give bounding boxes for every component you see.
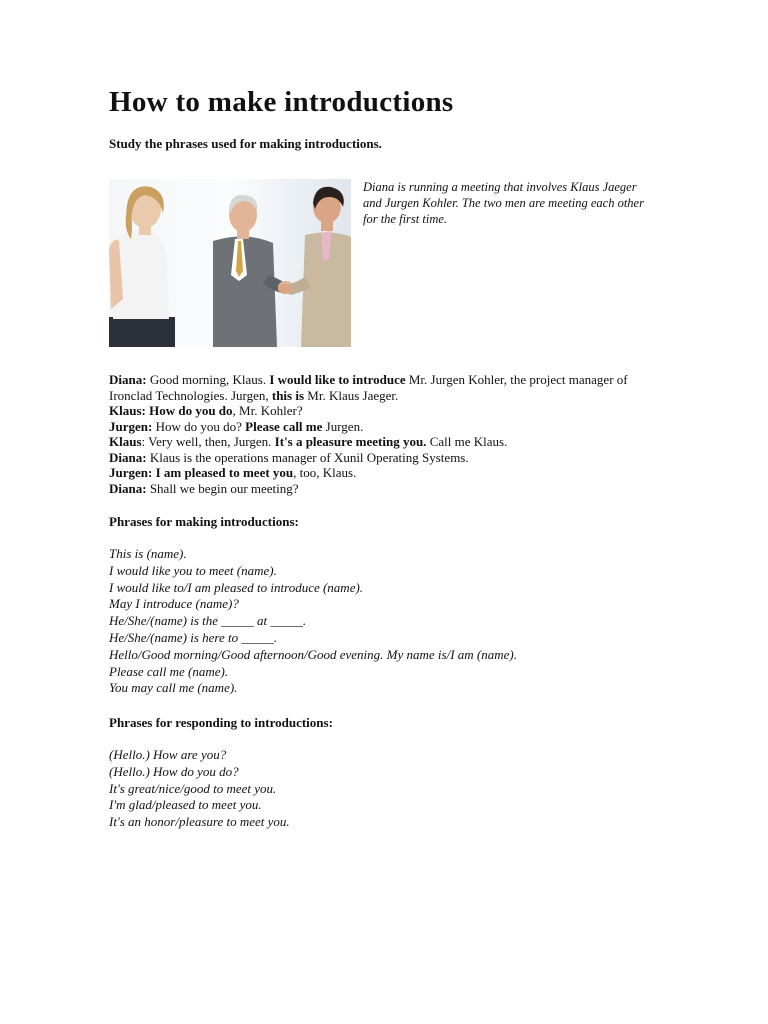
dialogue-text: Shall we begin our meeting? [146, 480, 299, 496]
phrase-item: It's great/nice/good to meet you. [109, 780, 277, 796]
phrase-item: I'm glad/pleased to meet you. [109, 797, 262, 813]
key-phrase: It's a pleasure meeting you. [274, 434, 427, 449]
responding-phrases-list [109, 747, 290, 831]
responding-introductions-heading: Phrases for responding to introductions: [109, 715, 333, 730]
dialogue-line [109, 481, 649, 497]
phrase-item: I would like you to meet (name). [109, 562, 277, 578]
phrase-item: (Hello.) How are you? [109, 747, 227, 762]
speaker-name: Jurgen: [109, 418, 153, 434]
phrase-item: It's an honor/pleasure to meet you. [109, 814, 290, 830]
dialogue-line [109, 372, 649, 403]
dialogue-line [109, 419, 649, 435]
dialogue-text: How do you do? [152, 418, 246, 434]
dialogue-text: Mr. Jurgen Kohler, the project manager of Ironclad Technologies. Jurgen, [109, 372, 628, 403]
photo-caption: Diana is running a meeting that involves Klaus Jaeger and Jurgen Kohler. The two men are meeting each other for the first time. [363, 180, 644, 226]
dialogue [109, 372, 649, 496]
dialogue-text: Jurgen. [322, 418, 364, 434]
key-phrase: How do you do [145, 403, 233, 418]
key-phrase: I am pleased to meet you [152, 465, 294, 480]
phrase-item: (Hello.) How do you do? [109, 763, 239, 779]
speaker-name: Jurgen: [109, 465, 153, 480]
making-phrases-list [109, 546, 517, 697]
phrase-item: May I introduce (name)? [109, 596, 239, 612]
key-phrase: Please call me [245, 418, 323, 434]
dialogue-text: Mr. Klaus Jaeger. [304, 387, 399, 403]
handshake-photo [109, 179, 351, 347]
dialogue-text: Good morning, Klaus. [146, 372, 270, 387]
dialogue-text: , too, Klaus. [293, 465, 357, 480]
dialogue-line [109, 403, 649, 419]
speaker-name: Diana: [109, 372, 147, 387]
phrase-item: Hello/Good morning/Good afternoon/Good evening. My name is/I am (name). [109, 646, 517, 662]
dialogue-text: : Very well, then, Jurgen. [141, 434, 275, 449]
key-phrase: I would like to introduce [269, 372, 406, 387]
dialogue-line [109, 434, 649, 450]
phrase-item: He/She/(name) is here to _____. [109, 629, 278, 645]
making-introductions-heading: Phrases for making introductions: [109, 514, 299, 529]
phrase-item: I would like to/I am pleased to introduce (name). [109, 579, 364, 595]
speaker-name: Klaus [109, 434, 142, 449]
phrase-item: You may call me (name). [109, 680, 238, 696]
phrase-item: This is (name). [109, 546, 187, 561]
instruction-text: Study the phrases used for making introductions. [109, 136, 382, 151]
dialogue-line [109, 465, 649, 481]
speaker-name: Diana: [109, 449, 147, 465]
page-title: How to make introductions [109, 86, 454, 118]
phrase-item: Please call me (name). [109, 663, 229, 679]
dialogue-text: Klaus is the operations manager of Xunil Operating Systems. [146, 449, 469, 465]
dialogue-text: , Mr. Kohler? [232, 403, 303, 418]
dialogue-line [109, 450, 649, 466]
document-page [109, 0, 649, 1024]
speaker-name: Diana: [109, 480, 147, 496]
phrase-item: He/She/(name) is the _____ at _____. [109, 613, 307, 629]
speaker-name: Klaus: [109, 403, 146, 418]
dialogue-text: Call me Klaus. [426, 434, 508, 449]
key-phrase: this is [271, 387, 305, 403]
